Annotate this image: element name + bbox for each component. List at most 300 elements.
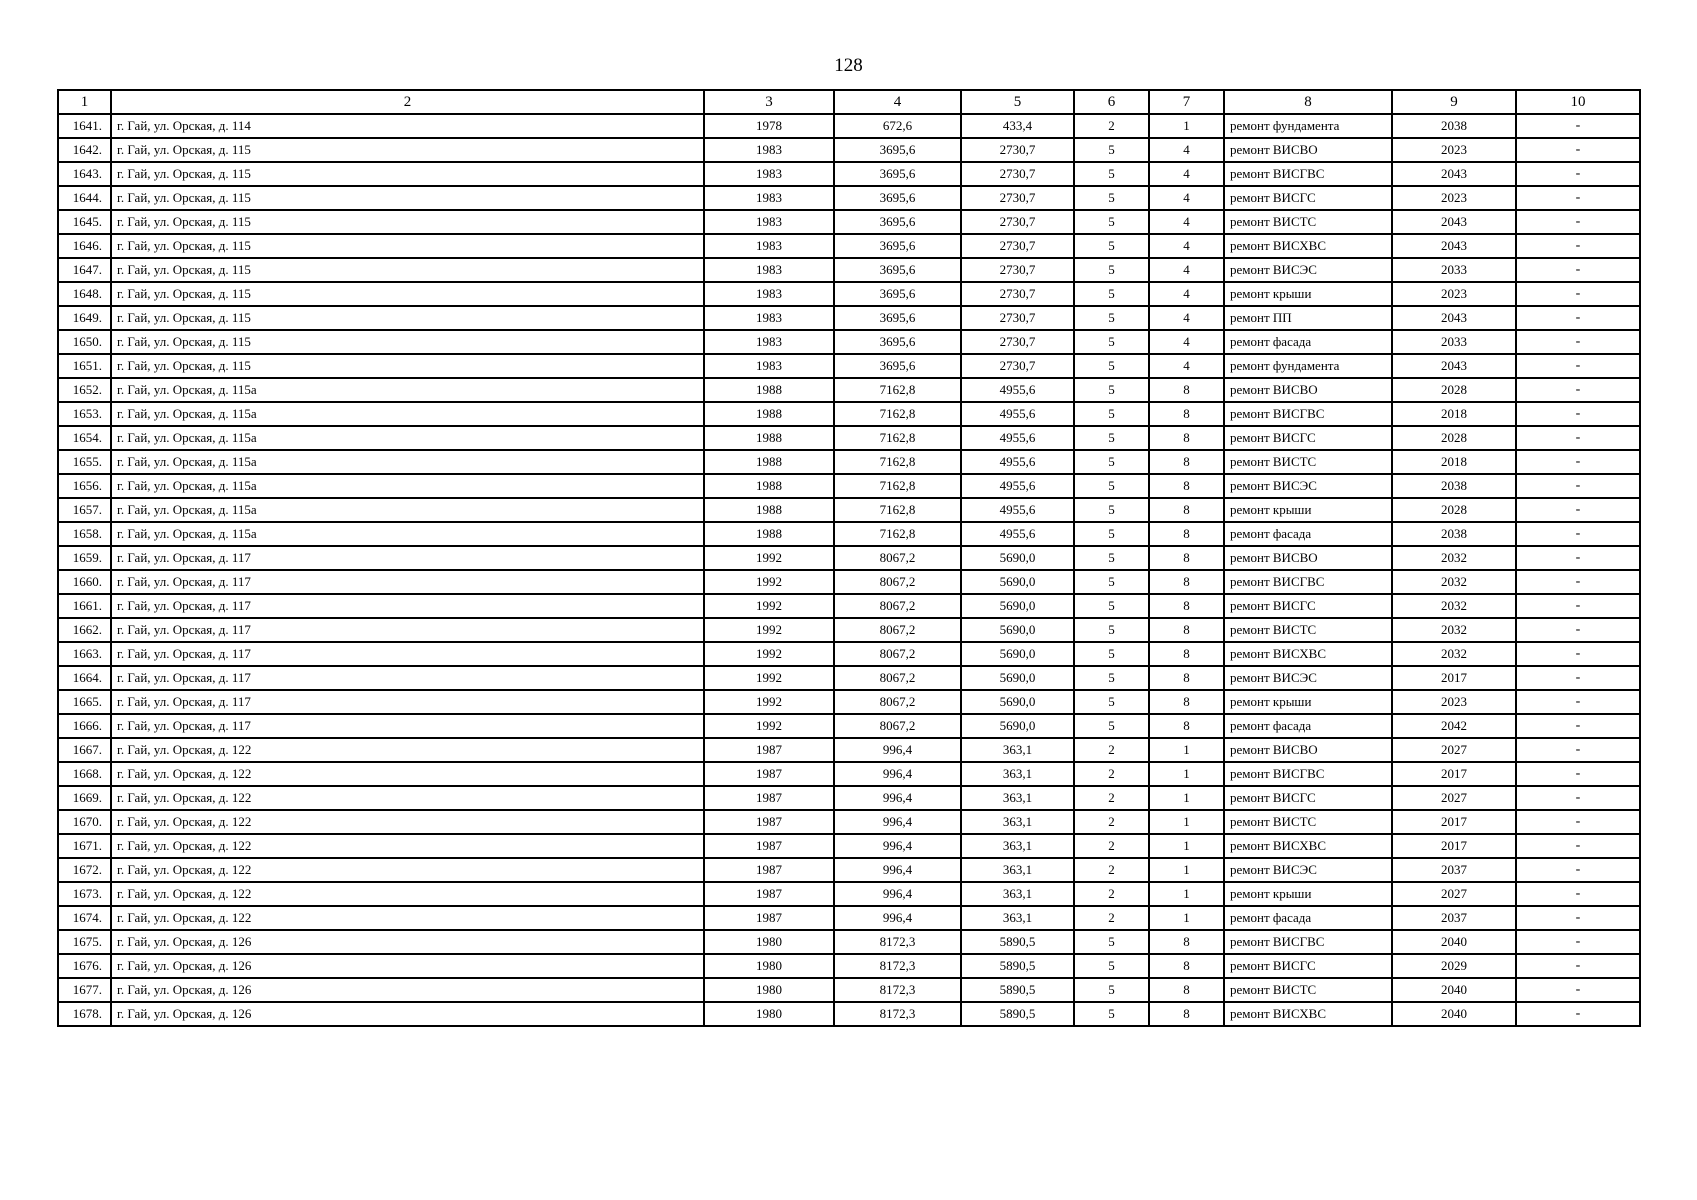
address-cell: г. Гай, ул. Орская, д. 117 [111,594,704,618]
year-cell: 1987 [704,810,834,834]
address-cell: г. Гай, ул. Орская, д. 115 [111,210,704,234]
address-cell: г. Гай, ул. Орская, д. 115а [111,450,704,474]
total-area-cell: 8067,2 [834,666,961,690]
living-area-cell: 363,1 [961,858,1074,882]
entrances-cell: 8 [1149,930,1224,954]
entrances-cell: 8 [1149,498,1224,522]
total-area-cell: 3695,6 [834,354,961,378]
living-area-cell: 2730,7 [961,234,1074,258]
planned-year-cell: 2023 [1392,138,1516,162]
row-number-cell: 1659. [58,546,111,570]
note-cell: - [1516,786,1640,810]
table-row [58,930,1640,954]
living-area-cell: 5690,0 [961,714,1074,738]
floors-cell: 5 [1074,690,1149,714]
note-cell: - [1516,954,1640,978]
planned-year-cell: 2032 [1392,642,1516,666]
floors-cell: 5 [1074,498,1149,522]
table-row [58,426,1640,450]
address-cell: г. Гай, ул. Орская, д. 117 [111,618,704,642]
floors-cell: 5 [1074,306,1149,330]
living-area-cell: 5690,0 [961,570,1074,594]
row-number-cell: 1657. [58,498,111,522]
note-cell: - [1516,330,1640,354]
year-cell: 1992 [704,618,834,642]
year-cell: 1983 [704,234,834,258]
floors-cell: 5 [1074,618,1149,642]
floors-cell: 5 [1074,186,1149,210]
work-type-cell: ремонт ПП [1224,306,1392,330]
total-area-cell: 3695,6 [834,282,961,306]
row-number-cell: 1670. [58,810,111,834]
table-row [58,234,1640,258]
total-area-cell: 3695,6 [834,186,961,210]
entrances-cell: 8 [1149,570,1224,594]
row-number-cell: 1646. [58,234,111,258]
address-cell: г. Гай, ул. Орская, д. 126 [111,1002,704,1026]
address-cell: г. Гай, ул. Орская, д. 117 [111,714,704,738]
note-cell: - [1516,858,1640,882]
year-cell: 1983 [704,354,834,378]
row-number-cell: 1664. [58,666,111,690]
table-row [58,450,1640,474]
year-cell: 1992 [704,594,834,618]
planned-year-cell: 2043 [1392,306,1516,330]
floors-cell: 5 [1074,714,1149,738]
column-header: 4 [834,90,961,114]
work-type-cell: ремонт фасада [1224,330,1392,354]
table-row [58,210,1640,234]
row-number-cell: 1653. [58,402,111,426]
year-cell: 1987 [704,882,834,906]
table-row [58,330,1640,354]
planned-year-cell: 2023 [1392,282,1516,306]
planned-year-cell: 2043 [1392,210,1516,234]
row-number-cell: 1674. [58,906,111,930]
entrances-cell: 4 [1149,306,1224,330]
work-type-cell: ремонт фундамента [1224,114,1392,138]
total-area-cell: 8067,2 [834,594,961,618]
address-cell: г. Гай, ул. Орская, д. 126 [111,954,704,978]
row-number-cell: 1675. [58,930,111,954]
work-type-cell: ремонт фасада [1224,522,1392,546]
note-cell: - [1516,546,1640,570]
floors-cell: 2 [1074,882,1149,906]
table-row [58,306,1640,330]
year-cell: 1988 [704,378,834,402]
living-area-cell: 5690,0 [961,666,1074,690]
living-area-cell: 4955,6 [961,498,1074,522]
planned-year-cell: 2032 [1392,594,1516,618]
address-cell: г. Гай, ул. Орская, д. 115 [111,330,704,354]
year-cell: 1992 [704,690,834,714]
total-area-cell: 996,4 [834,882,961,906]
living-area-cell: 2730,7 [961,186,1074,210]
floors-cell: 5 [1074,162,1149,186]
year-cell: 1983 [704,186,834,210]
entrances-cell: 4 [1149,138,1224,162]
living-area-cell: 4955,6 [961,474,1074,498]
row-number-cell: 1677. [58,978,111,1002]
note-cell: - [1516,474,1640,498]
note-cell: - [1516,402,1640,426]
address-cell: г. Гай, ул. Орская, д. 115 [111,162,704,186]
address-cell: г. Гай, ул. Орская, д. 115а [111,378,704,402]
note-cell: - [1516,378,1640,402]
work-type-cell: ремонт ВИСВО [1224,378,1392,402]
table-row [58,114,1640,138]
year-cell: 1987 [704,738,834,762]
table-row [58,402,1640,426]
total-area-cell: 8172,3 [834,978,961,1002]
table-row [58,570,1640,594]
entrances-cell: 8 [1149,978,1224,1002]
column-header: 6 [1074,90,1149,114]
note-cell: - [1516,762,1640,786]
row-number-cell: 1676. [58,954,111,978]
planned-year-cell: 2023 [1392,690,1516,714]
total-area-cell: 996,4 [834,906,961,930]
living-area-cell: 4955,6 [961,426,1074,450]
row-number-cell: 1671. [58,834,111,858]
note-cell: - [1516,618,1640,642]
living-area-cell: 363,1 [961,906,1074,930]
row-number-cell: 1666. [58,714,111,738]
planned-year-cell: 2033 [1392,258,1516,282]
living-area-cell: 2730,7 [961,138,1074,162]
floors-cell: 5 [1074,954,1149,978]
floors-cell: 5 [1074,258,1149,282]
year-cell: 1988 [704,498,834,522]
entrances-cell: 8 [1149,618,1224,642]
row-number-cell: 1668. [58,762,111,786]
work-type-cell: ремонт ВИСГВС [1224,930,1392,954]
total-area-cell: 8067,2 [834,618,961,642]
floors-cell: 5 [1074,450,1149,474]
living-area-cell: 2730,7 [961,210,1074,234]
table-row [58,1002,1640,1026]
work-type-cell: ремонт ВИСЭС [1224,666,1392,690]
total-area-cell: 8067,2 [834,570,961,594]
floors-cell: 5 [1074,474,1149,498]
address-cell: г. Гай, ул. Орская, д. 122 [111,762,704,786]
address-cell: г. Гай, ул. Орская, д. 117 [111,690,704,714]
floors-cell: 5 [1074,138,1149,162]
table-body [58,114,1640,1026]
floors-cell: 5 [1074,426,1149,450]
address-cell: г. Гай, ул. Орская, д. 122 [111,810,704,834]
floors-cell: 5 [1074,666,1149,690]
year-cell: 1983 [704,138,834,162]
living-area-cell: 5890,5 [961,1002,1074,1026]
note-cell: - [1516,282,1640,306]
year-cell: 1980 [704,930,834,954]
planned-year-cell: 2027 [1392,738,1516,762]
total-area-cell: 3695,6 [834,162,961,186]
note-cell: - [1516,906,1640,930]
total-area-cell: 8172,3 [834,930,961,954]
year-cell: 1980 [704,1002,834,1026]
note-cell: - [1516,738,1640,762]
entrances-cell: 1 [1149,858,1224,882]
column-header: 8 [1224,90,1392,114]
planned-year-cell: 2040 [1392,978,1516,1002]
column-header: 7 [1149,90,1224,114]
work-type-cell: ремонт ВИСХВС [1224,1002,1392,1026]
planned-year-cell: 2037 [1392,906,1516,930]
living-area-cell: 5690,0 [961,618,1074,642]
note-cell: - [1516,306,1640,330]
entrances-cell: 8 [1149,450,1224,474]
entrances-cell: 1 [1149,906,1224,930]
total-area-cell: 7162,8 [834,498,961,522]
address-cell: г. Гай, ул. Орская, д. 114 [111,114,704,138]
entrances-cell: 8 [1149,690,1224,714]
floors-cell: 2 [1074,786,1149,810]
living-area-cell: 2730,7 [961,162,1074,186]
entrances-cell: 8 [1149,474,1224,498]
living-area-cell: 2730,7 [961,330,1074,354]
row-number-cell: 1661. [58,594,111,618]
planned-year-cell: 2028 [1392,426,1516,450]
year-cell: 1988 [704,522,834,546]
planned-year-cell: 2017 [1392,834,1516,858]
address-cell: г. Гай, ул. Орская, д. 115а [111,402,704,426]
row-number-cell: 1658. [58,522,111,546]
column-header: 1 [58,90,111,114]
row-number-cell: 1649. [58,306,111,330]
note-cell: - [1516,450,1640,474]
total-area-cell: 672,6 [834,114,961,138]
entrances-cell: 8 [1149,1002,1224,1026]
entrances-cell: 8 [1149,666,1224,690]
living-area-cell: 2730,7 [961,282,1074,306]
work-type-cell: ремонт фасада [1224,714,1392,738]
row-number-cell: 1656. [58,474,111,498]
total-area-cell: 8067,2 [834,714,961,738]
address-cell: г. Гай, ул. Орская, д. 122 [111,786,704,810]
page-number: 128 [834,55,863,76]
work-type-cell: ремонт ВИСГС [1224,786,1392,810]
total-area-cell: 3695,6 [834,330,961,354]
year-cell: 1983 [704,330,834,354]
year-cell: 1988 [704,426,834,450]
floors-cell: 2 [1074,858,1149,882]
column-header: 9 [1392,90,1516,114]
table-row [58,786,1640,810]
address-cell: г. Гай, ул. Орская, д. 115а [111,426,704,450]
row-number-cell: 1642. [58,138,111,162]
floors-cell: 2 [1074,834,1149,858]
row-number-cell: 1662. [58,618,111,642]
living-area-cell: 4955,6 [961,402,1074,426]
living-area-cell: 363,1 [961,762,1074,786]
living-area-cell: 2730,7 [961,354,1074,378]
entrances-cell: 4 [1149,234,1224,258]
work-type-cell: ремонт ВИСВО [1224,138,1392,162]
header-row [58,90,1640,114]
work-type-cell: ремонт крыши [1224,882,1392,906]
table-row [58,954,1640,978]
entrances-cell: 8 [1149,954,1224,978]
total-area-cell: 996,4 [834,738,961,762]
note-cell: - [1516,882,1640,906]
year-cell: 1983 [704,162,834,186]
work-type-cell: ремонт ВИСТС [1224,618,1392,642]
planned-year-cell: 2032 [1392,570,1516,594]
table-row [58,858,1640,882]
address-cell: г. Гай, ул. Орская, д. 117 [111,666,704,690]
entrances-cell: 4 [1149,258,1224,282]
total-area-cell: 8067,2 [834,690,961,714]
work-type-cell: ремонт ВИСГС [1224,594,1392,618]
table-row [58,258,1640,282]
planned-year-cell: 2028 [1392,378,1516,402]
entrances-cell: 1 [1149,114,1224,138]
table-row [58,282,1640,306]
total-area-cell: 3695,6 [834,306,961,330]
living-area-cell: 5890,5 [961,978,1074,1002]
total-area-cell: 996,4 [834,834,961,858]
note-cell: - [1516,930,1640,954]
entrances-cell: 8 [1149,546,1224,570]
column-header: 10 [1516,90,1640,114]
floors-cell: 2 [1074,810,1149,834]
work-type-cell: ремонт ВИСЭС [1224,858,1392,882]
address-cell: г. Гай, ул. Орская, д. 122 [111,882,704,906]
planned-year-cell: 2028 [1392,498,1516,522]
work-type-cell: ремонт ВИСХВС [1224,234,1392,258]
note-cell: - [1516,714,1640,738]
floors-cell: 2 [1074,762,1149,786]
table-row [58,186,1640,210]
table-row [58,546,1640,570]
table-row [58,738,1640,762]
work-type-cell: ремонт ВИСТС [1224,810,1392,834]
planned-year-cell: 2017 [1392,762,1516,786]
work-type-cell: ремонт фасада [1224,906,1392,930]
entrances-cell: 1 [1149,882,1224,906]
total-area-cell: 7162,8 [834,522,961,546]
planned-year-cell: 2033 [1392,330,1516,354]
year-cell: 1980 [704,954,834,978]
year-cell: 1980 [704,978,834,1002]
repair-register-table [57,89,1641,1027]
entrances-cell: 4 [1149,330,1224,354]
living-area-cell: 363,1 [961,882,1074,906]
living-area-cell: 5690,0 [961,642,1074,666]
entrances-cell: 1 [1149,762,1224,786]
row-number-cell: 1672. [58,858,111,882]
note-cell: - [1516,642,1640,666]
entrances-cell: 8 [1149,714,1224,738]
entrances-cell: 1 [1149,738,1224,762]
floors-cell: 5 [1074,354,1149,378]
table-row [58,474,1640,498]
entrances-cell: 4 [1149,354,1224,378]
work-type-cell: ремонт крыши [1224,498,1392,522]
planned-year-cell: 2042 [1392,714,1516,738]
floors-cell: 5 [1074,402,1149,426]
living-area-cell: 4955,6 [961,522,1074,546]
total-area-cell: 996,4 [834,786,961,810]
entrances-cell: 8 [1149,426,1224,450]
address-cell: г. Гай, ул. Орская, д. 117 [111,642,704,666]
row-number-cell: 1647. [58,258,111,282]
row-number-cell: 1678. [58,1002,111,1026]
planned-year-cell: 2018 [1392,402,1516,426]
floors-cell: 5 [1074,234,1149,258]
work-type-cell: ремонт ВИСХВС [1224,642,1392,666]
floors-cell: 5 [1074,282,1149,306]
work-type-cell: ремонт ВИСГВС [1224,402,1392,426]
planned-year-cell: 2017 [1392,666,1516,690]
total-area-cell: 7162,8 [834,378,961,402]
table-row [58,378,1640,402]
planned-year-cell: 2038 [1392,114,1516,138]
entrances-cell: 1 [1149,810,1224,834]
note-cell: - [1516,162,1640,186]
address-cell: г. Гай, ул. Орская, д. 115 [111,282,704,306]
total-area-cell: 996,4 [834,762,961,786]
row-number-cell: 1644. [58,186,111,210]
entrances-cell: 8 [1149,594,1224,618]
work-type-cell: ремонт крыши [1224,690,1392,714]
planned-year-cell: 2038 [1392,522,1516,546]
note-cell: - [1516,138,1640,162]
work-type-cell: ремонт ВИСХВС [1224,834,1392,858]
floors-cell: 5 [1074,930,1149,954]
living-area-cell: 4955,6 [961,378,1074,402]
total-area-cell: 7162,8 [834,450,961,474]
table-row [58,138,1640,162]
planned-year-cell: 2017 [1392,810,1516,834]
table-row [58,714,1640,738]
year-cell: 1978 [704,114,834,138]
address-cell: г. Гай, ул. Орская, д. 115 [111,354,704,378]
planned-year-cell: 2018 [1392,450,1516,474]
living-area-cell: 433,4 [961,114,1074,138]
living-area-cell: 5690,0 [961,690,1074,714]
total-area-cell: 3695,6 [834,234,961,258]
total-area-cell: 8172,3 [834,1002,961,1026]
floors-cell: 5 [1074,642,1149,666]
year-cell: 1988 [704,450,834,474]
year-cell: 1987 [704,834,834,858]
address-cell: г. Гай, ул. Орская, д. 126 [111,930,704,954]
entrances-cell: 8 [1149,378,1224,402]
address-cell: г. Гай, ул. Орская, д. 115а [111,498,704,522]
floors-cell: 5 [1074,330,1149,354]
row-number-cell: 1648. [58,282,111,306]
year-cell: 1988 [704,402,834,426]
entrances-cell: 8 [1149,402,1224,426]
row-number-cell: 1673. [58,882,111,906]
address-cell: г. Гай, ул. Орская, д. 117 [111,546,704,570]
table-row [58,618,1640,642]
note-cell: - [1516,258,1640,282]
work-type-cell: ремонт ВИСТС [1224,210,1392,234]
table-row [58,882,1640,906]
table-row [58,666,1640,690]
row-number-cell: 1669. [58,786,111,810]
address-cell: г. Гай, ул. Орская, д. 115а [111,522,704,546]
floors-cell: 5 [1074,1002,1149,1026]
row-number-cell: 1651. [58,354,111,378]
row-number-cell: 1654. [58,426,111,450]
total-area-cell: 8172,3 [834,954,961,978]
note-cell: - [1516,666,1640,690]
